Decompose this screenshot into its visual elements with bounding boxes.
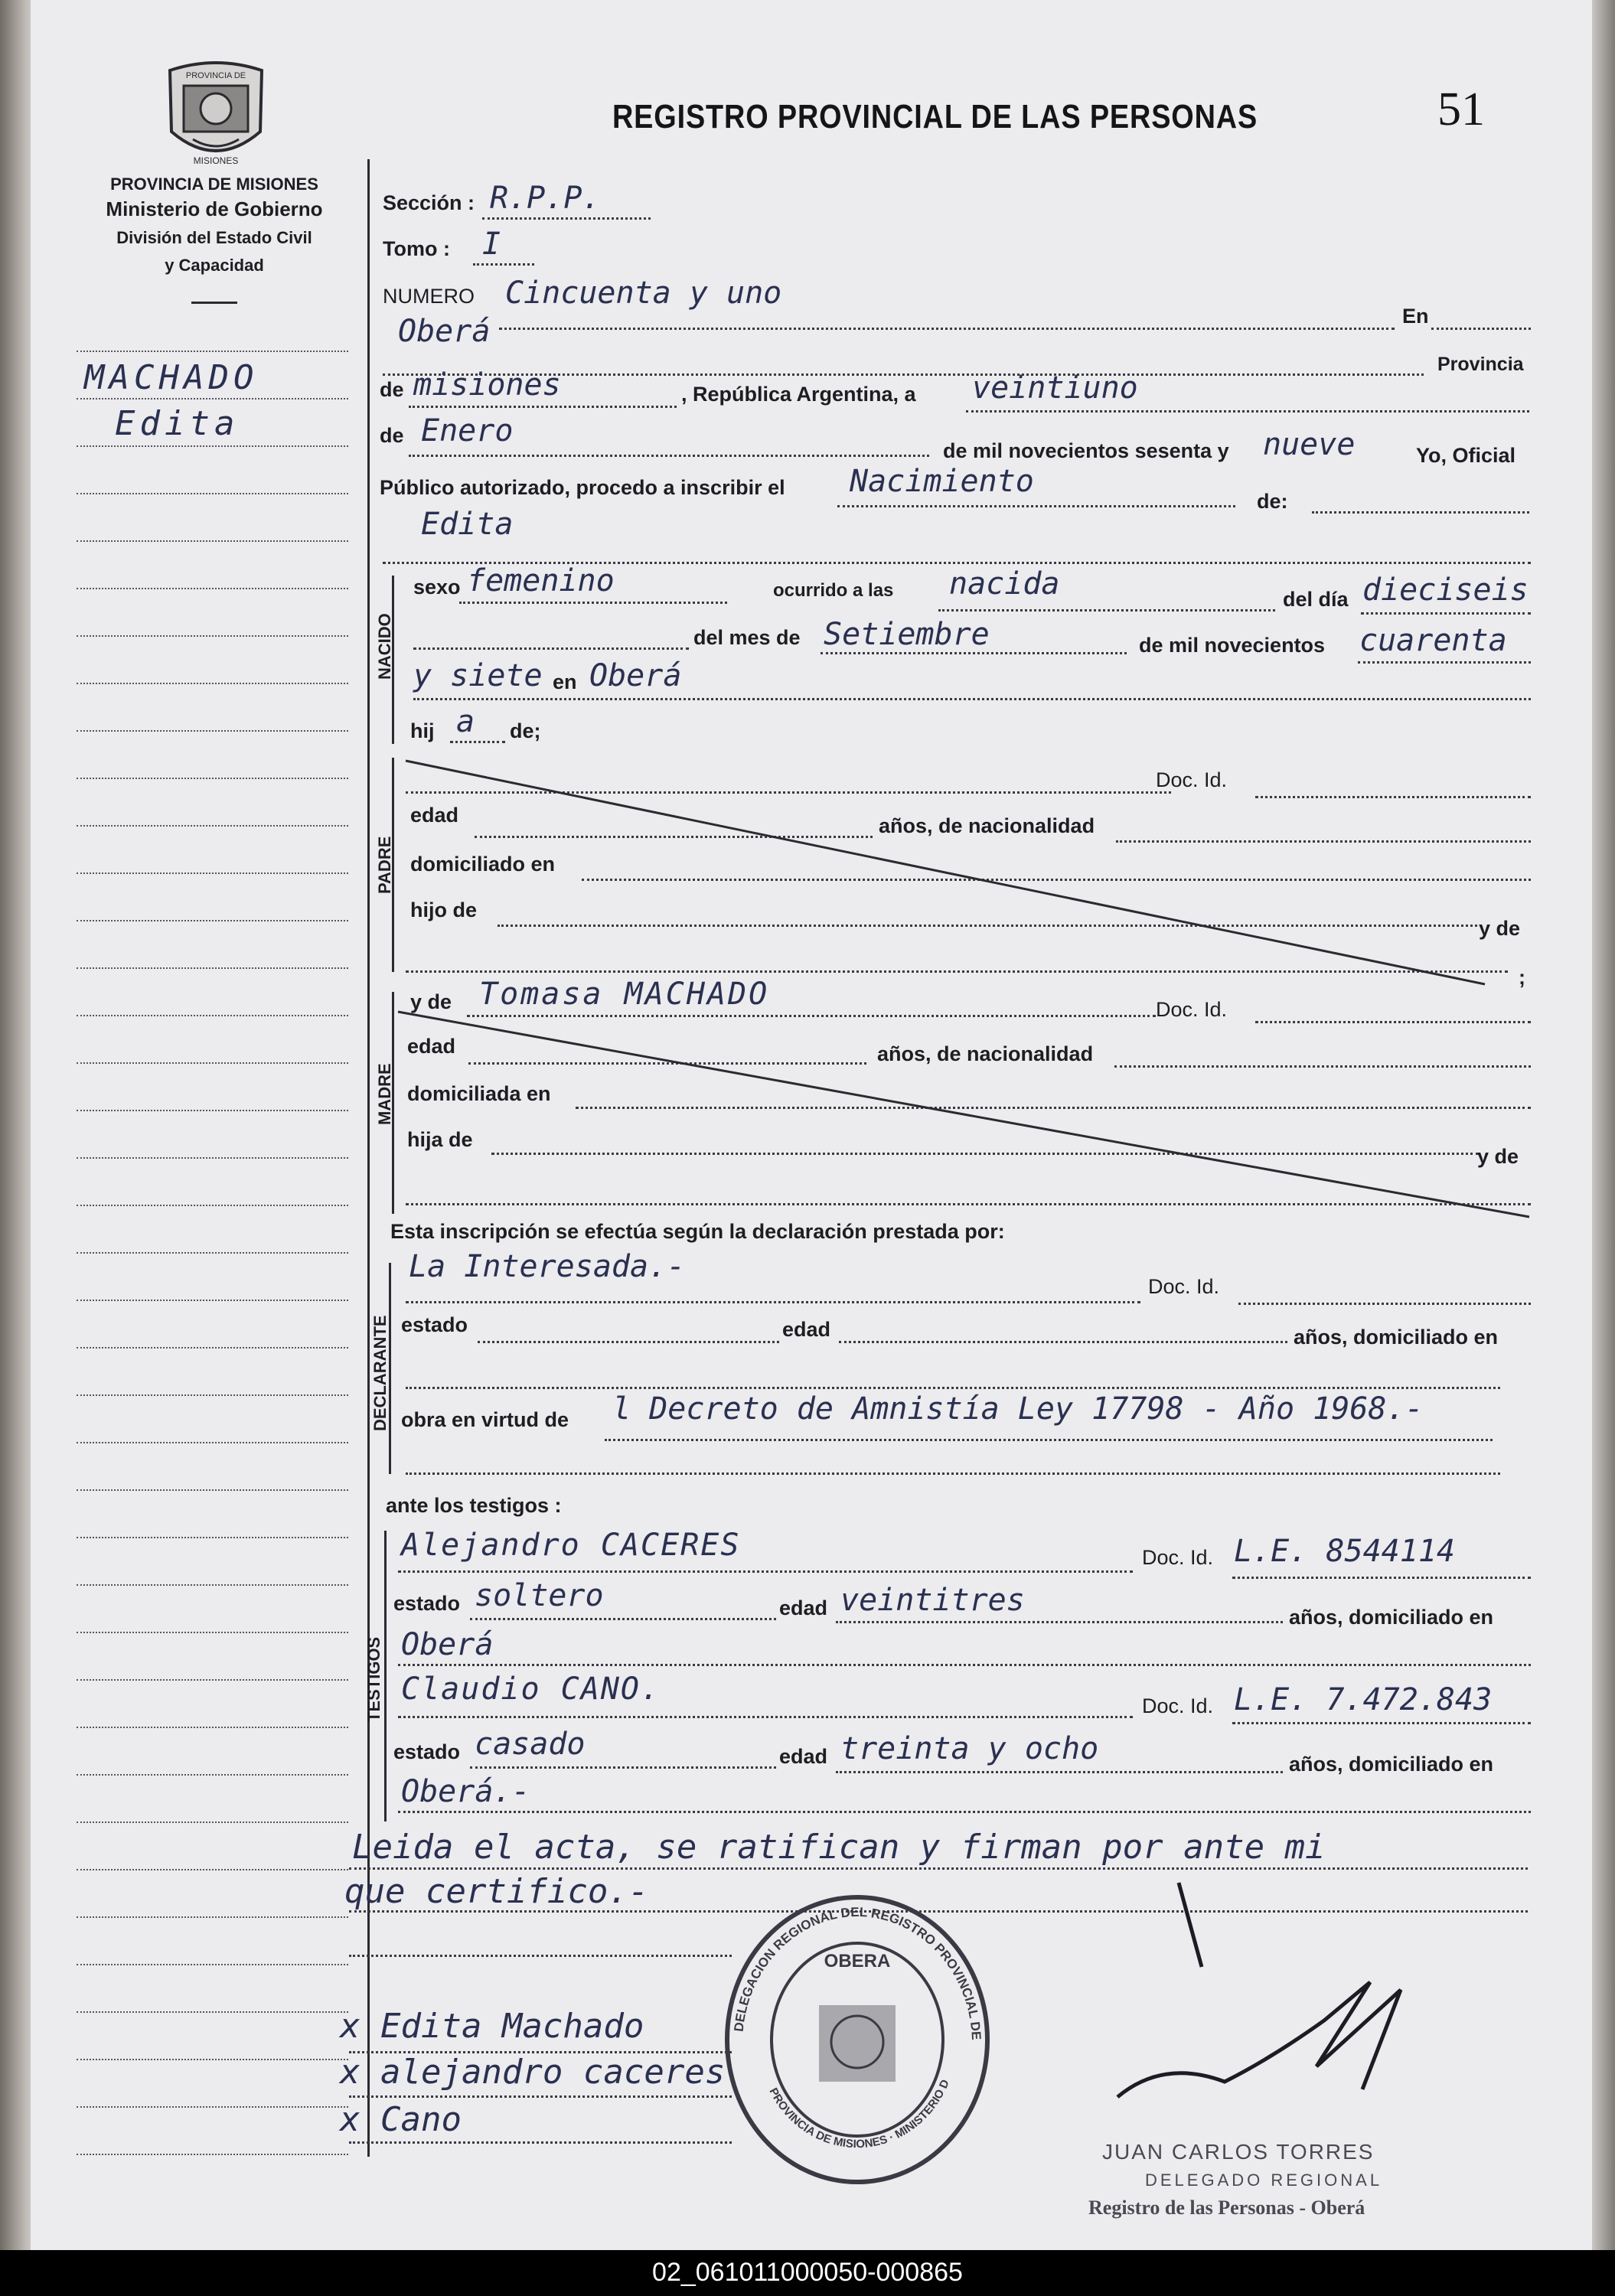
witness-1-doc-label: Doc. Id.: [1142, 1546, 1214, 1569]
en-label-nacido: en: [553, 670, 577, 693]
official-name: JUAN CARLOS TORRES: [1102, 2140, 1375, 2164]
witness-2-doc-label: Doc. Id.: [1142, 1694, 1214, 1717]
svg-text:PROVINCIA DE: PROVINCIA DE: [185, 71, 246, 80]
official-title: DELEGADO REGIONAL: [1145, 2170, 1383, 2190]
padre-section-label: PADRE: [375, 836, 394, 894]
witness-2-estado-value: casado: [475, 1727, 586, 1762]
de-label-2: de: [380, 424, 404, 447]
office-line-1: PROVINCIA DE MISIONES: [110, 174, 318, 194]
padre-nacionalidad-label: años, de nacionalidad: [879, 814, 1095, 837]
act-value: Nacimiento: [850, 464, 1034, 499]
witness-1-estado-label: estado: [393, 1592, 461, 1615]
declarante-intro-label: Esta inscripción se efectúa según la declaración prestada por:: [390, 1220, 1005, 1243]
scan-reference-code: 02_061011000050-000865: [652, 2258, 963, 2287]
madre-doc-label: Doc. Id.: [1156, 998, 1228, 1021]
signature-witness-1: x alejandro caceres: [340, 2053, 726, 2092]
signature-witness-2: x Cano: [340, 2100, 462, 2139]
witness-2-doc-value: L.E. 7.472.843: [1234, 1682, 1493, 1717]
madre-edad-label: edad: [407, 1035, 456, 1058]
de-semicolon-label: de;: [510, 719, 541, 742]
office-line-2: Ministerio de Gobierno: [106, 197, 323, 220]
day-value: veintiuno: [972, 370, 1138, 406]
dia-value: dieciseis: [1362, 572, 1529, 608]
mil-novecientos-nacido-label: de mil novecientos: [1139, 634, 1326, 657]
witness-2-estado-label: estado: [393, 1740, 461, 1763]
place-value: Oberá: [398, 314, 491, 349]
numero-value: Cincuenta y uno: [505, 276, 782, 311]
witness-1-edad-label: edad: [779, 1596, 828, 1619]
del-dia-label: del día: [1283, 588, 1349, 611]
padre-edad-label: edad: [410, 804, 459, 827]
margin-surname: MACHADO: [84, 358, 259, 397]
en-label: En: [1402, 305, 1429, 328]
ocurrido-label: ocurrido a las: [773, 580, 894, 601]
nacido-section-label: NACIDO: [375, 613, 394, 680]
document-title: REGISTRO PROVINCIAL DE LAS PERSONAS: [612, 98, 1258, 135]
svg-text:DELEGACION REGIONAL DEL REGIST: DELEGACION REGIONAL DEL REGISTRO PROVINCIAL DE: [731, 1904, 984, 2040]
madre-hija-de-label: hija de: [407, 1128, 473, 1151]
witness-2-dom-value: Oberá.-: [401, 1774, 530, 1809]
official-office: Registro de las Personas - Oberá: [1088, 2197, 1365, 2219]
de-colon-label: de:: [1257, 490, 1288, 513]
witness-1-dom-value: Oberá: [401, 1627, 494, 1662]
provincia-label: Provincia: [1437, 354, 1524, 375]
testigos-section-label: TESTIGOS: [364, 1636, 383, 1722]
declarante-doc-label: Doc. Id.: [1148, 1275, 1220, 1298]
mil-novecientos-label: de mil novecientos sesenta y: [943, 439, 1229, 462]
testigos-bracket: [384, 1531, 387, 1821]
de-label: de: [380, 378, 404, 401]
birth-place-value: Oberá: [589, 658, 682, 693]
witness-1-estado-value: soltero: [475, 1578, 604, 1613]
madre-section-label: MADRE: [375, 1063, 394, 1125]
publico-label: Público autorizado, procedo a inscribir el: [380, 476, 785, 499]
tomo-value: I: [482, 227, 501, 262]
declarante-obra-label: obra en virtud de: [401, 1408, 569, 1431]
witness-1-doc-value: L.E. 8544114: [1234, 1534, 1455, 1569]
mes-value: Setiembre: [824, 617, 990, 652]
witness-2-anios-label: años, domiciliado en: [1289, 1753, 1494, 1776]
tomo-label: Tomo :: [383, 237, 450, 260]
sexo-value: femenino: [467, 563, 615, 598]
anio-value-continued: y siete: [413, 658, 543, 693]
madre-name-value: Tomasa MACHADO: [479, 977, 770, 1012]
province-value: misiones: [413, 367, 561, 403]
office-line-3: División del Estado Civil: [116, 228, 312, 247]
madre-y-de-label: y de: [410, 990, 452, 1013]
hij-label: hij: [410, 719, 435, 742]
svg-text:PROVINCIA DE MISIONES · MINIST: PROVINCIA DE MISIONES · MINISTERIO D: [766, 2077, 952, 2151]
declarante-name-value: La Interesada.-: [409, 1249, 686, 1284]
del-mes-label: del mes de: [693, 626, 801, 649]
year-value: nueve: [1263, 427, 1356, 462]
month-value: Enero: [421, 413, 514, 448]
witness-2-edad-value: treinta y ocho: [840, 1731, 1099, 1766]
witness-1-edad-value: veintitres: [840, 1583, 1025, 1618]
madre-y-de-label-2: y de: [1477, 1145, 1519, 1168]
numero-label: NUMERO: [383, 285, 475, 308]
declarante-section-label: DECLARANTE: [370, 1315, 390, 1431]
ocurrido-value: nacida: [949, 566, 1060, 602]
sexo-label: sexo: [413, 576, 461, 598]
testigos-intro-label: ante los testigos :: [386, 1494, 562, 1517]
declarante-obra-value: l Decreto de Amnistía Ley 17798 - Año 1968.-: [612, 1391, 1424, 1427]
hij-value: a: [456, 704, 475, 739]
witness-1-anios-label: años, domiciliado en: [1289, 1606, 1494, 1629]
official-seal: [719, 1890, 995, 2189]
witness-2-edad-label: edad: [779, 1745, 828, 1768]
anio-value: cuarenta: [1359, 623, 1507, 658]
closing-line-2: que certifico.-: [344, 1872, 649, 1911]
republica-label: , República Argentina, a: [681, 383, 916, 406]
madre-domicilio-label: domiciliada en: [407, 1082, 551, 1105]
padre-doc-label: Doc. Id.: [1156, 768, 1228, 791]
declarante-anios-label: años, domiciliado en: [1294, 1326, 1499, 1349]
seccion-value: R.P.P.: [490, 181, 601, 216]
padre-domicilio-label: domiciliado en: [410, 853, 556, 876]
padre-semicolon: ;: [1519, 966, 1525, 989]
svg-text:MISIONES: MISIONES: [193, 155, 239, 166]
official-signature-mark: [1072, 1867, 1470, 2128]
seccion-label: Sección :: [383, 191, 475, 214]
declarante-estado-label: estado: [401, 1313, 468, 1336]
margin-given-name: Edita: [115, 404, 240, 443]
registered-name: Edita: [421, 507, 514, 542]
office-line-4: y Capacidad: [165, 256, 264, 275]
svg-text:OBERA: OBERA: [824, 1951, 891, 1971]
closing-line-1: Leida el acta, se ratifican y firman por ante mi: [352, 1828, 1326, 1867]
padre-y-de-label: y de: [1479, 917, 1521, 940]
padre-hijo-de-label: hijo de: [410, 899, 477, 921]
witness-2-name: Claudio CANO.: [401, 1671, 661, 1707]
witness-1-name: Alejandro CACERES: [401, 1528, 741, 1563]
yo-oficial-label: Yo, Oficial: [1416, 444, 1516, 467]
page-number: 51: [1437, 83, 1485, 135]
signature-registrant: x Edita Machado: [340, 2007, 644, 2046]
declarante-edad-label: edad: [782, 1318, 831, 1341]
madre-nacionalidad-label: años, de nacionalidad: [877, 1042, 1094, 1065]
